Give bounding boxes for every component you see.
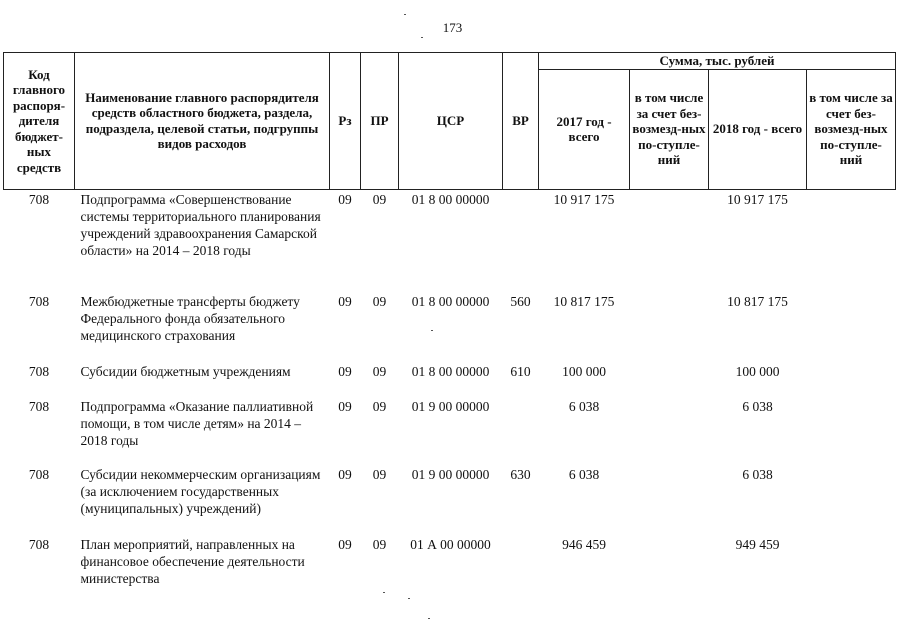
cell-vr	[503, 535, 539, 589]
cell-gratuitous-2017	[630, 535, 709, 589]
header-2017-gratuitous: в том числе за счет без-возмезд-ных по-ступле-ний	[630, 69, 709, 189]
cell-sum-2017: 10 817 175	[553, 294, 615, 309]
cell-sum-2017: 10 917 175	[553, 191, 615, 207]
cell-gratuitous-2018	[807, 465, 896, 535]
header-sum: Сумма, тыс. рублей	[539, 53, 896, 70]
cell-gratuitous-2017	[630, 397, 709, 465]
header-csr: ЦСР	[399, 53, 503, 190]
cell-code: 708	[28, 294, 50, 309]
cell-rz: 09	[338, 399, 352, 414]
cell-vr	[503, 189, 539, 292]
cell-code: 708	[28, 191, 50, 207]
cell-gratuitous-2017	[630, 189, 709, 292]
cell-sum-2017: 946 459	[562, 537, 606, 552]
cell-pr: 09	[372, 364, 387, 379]
cell-sum-2018: 10 817 175	[727, 294, 788, 309]
cell-name: Субсидии бюджетным учреждениям	[80, 364, 291, 379]
cell-rz: 09	[338, 537, 352, 552]
cell-sum-2017: 100 000	[562, 364, 606, 379]
cell-code: 708	[28, 537, 50, 552]
cell-pr: 09	[372, 537, 387, 552]
cell-csr: 01 9 00 00000	[411, 399, 490, 414]
cell-vr	[503, 397, 539, 465]
cell-gratuitous-2017	[630, 465, 709, 535]
scan-speck	[431, 330, 433, 331]
scan-speck	[428, 618, 430, 619]
cell-code: 708	[28, 399, 50, 414]
header-rz: Рз	[330, 53, 361, 190]
table-row	[4, 397, 896, 465]
page-number: 173	[442, 20, 463, 35]
header-vr: ВР	[503, 53, 539, 190]
scan-speck	[408, 598, 410, 599]
cell-gratuitous-2018	[807, 397, 896, 465]
table-row	[4, 362, 896, 397]
header-pr: ПР	[361, 53, 399, 190]
cell-gratuitous-2018	[807, 189, 896, 292]
scan-speck	[404, 14, 406, 15]
cell-vr: 630	[510, 467, 531, 482]
cell-csr: 01 8 00 00000	[411, 191, 490, 207]
header-name: Наименование главного распорядителя средств областного бюджета, раздела, подраздела, целевой статьи, подгруппы видов расходов	[75, 53, 330, 190]
scan-speck	[383, 592, 385, 593]
table-row	[4, 535, 896, 589]
header-code: Код главного распоря-дителя бюджет-ных средств	[4, 53, 75, 190]
cell-name: План мероприятий, направленных на финансовое обеспечение деятельности министерства	[80, 537, 305, 586]
cell-vr: 560	[510, 294, 531, 309]
cell-vr: 610	[510, 364, 531, 379]
cell-pr: 09	[372, 191, 387, 207]
cell-name: Подпрограмма «Оказание паллиативной помощи, в том числе детям» на 2014 – 2018 годы	[80, 399, 314, 448]
cell-code: 708	[28, 364, 50, 379]
cell-sum-2017: 6 038	[568, 399, 600, 414]
cell-sum-2018: 10 917 175	[727, 191, 788, 207]
cell-csr: 01 8 00 00000	[411, 294, 490, 309]
cell-name: Субсидии некоммерческим организациям (за исключением государственных (муниципальных) учреждений)	[80, 467, 321, 516]
cell-sum-2017: 6 038	[568, 467, 600, 482]
cell-gratuitous-2018	[807, 292, 896, 362]
table-row	[4, 465, 896, 535]
cell-sum-2018: 949 459	[735, 537, 780, 552]
cell-name: Межбюджетные трансферты бюджету Федерального фонда обязательного медицинского страхования	[80, 294, 300, 343]
cell-gratuitous-2018	[807, 535, 896, 589]
cell-gratuitous-2017	[630, 292, 709, 362]
cell-rz: 09	[338, 364, 352, 379]
cell-pr: 09	[372, 467, 387, 482]
cell-rz: 09	[338, 191, 352, 207]
cell-sum-2018: 6 038	[742, 399, 773, 414]
table-row	[4, 292, 896, 362]
header-2017-total: 2017 год - всего	[539, 69, 630, 189]
cell-sum-2018: 6 038	[742, 467, 773, 482]
cell-csr: 01 А 00 00000	[410, 537, 491, 552]
cell-pr: 09	[372, 294, 387, 309]
budget-table	[3, 52, 896, 589]
cell-pr: 09	[372, 399, 387, 414]
cell-sum-2018: 100 000	[735, 364, 780, 379]
cell-gratuitous-2017	[630, 362, 709, 397]
header-2018-gratuitous: в том числе за счет без-возмезд-ных по-ступле-ний	[807, 69, 896, 189]
table-row	[4, 189, 896, 292]
cell-rz: 09	[338, 294, 352, 309]
header-2018-total: 2018 год - всего	[709, 69, 807, 189]
cell-csr: 01 8 00 00000	[411, 364, 490, 379]
cell-rz: 09	[338, 467, 352, 482]
cell-code: 708	[28, 467, 50, 482]
cell-gratuitous-2018	[807, 362, 896, 397]
scan-speck	[421, 37, 423, 38]
cell-name: Подпрограмма «Совершенствование системы территориального планирования учреждений здравоохранения Самарской области» на 2014 – 2018 годы	[80, 191, 321, 258]
cell-csr: 01 9 00 00000	[411, 467, 490, 482]
